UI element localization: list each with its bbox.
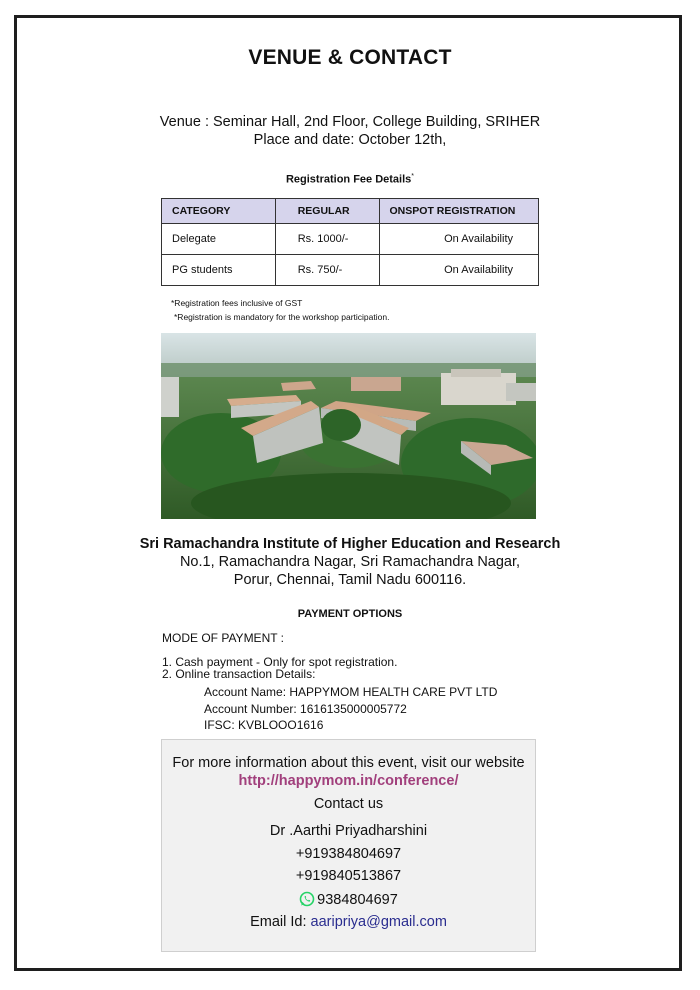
whatsapp-icon [299,891,315,911]
note-mandatory: *Registration is mandatory for the workshop participation. [174,312,390,322]
contact-person: Dr .Aarthi Priyadharshini [269,823,428,839]
organization-info [0,535,700,589]
info-text: For more information about this event, visit our website [172,755,525,771]
table-cell: PG students [162,255,276,286]
column-header: REGULAR [275,199,379,224]
account-number: Account Number: 1616135000005772 [204,701,407,716]
table-row [162,255,539,286]
address-line-1: No.1, Ramachandra Nagar, Sri Ramachandra Nagar, [179,554,521,570]
registration-heading-text: Registration Fee Details [285,173,412,186]
table-cell: Delegate [162,224,276,255]
fee-table [161,198,539,286]
table-cell: On Availability [379,224,538,255]
email-label: Email Id: [250,914,311,930]
campus-aerial-photo [161,333,536,519]
whatsapp-number: 9384804697 [317,892,398,908]
fee-table-header [162,199,539,224]
phone-number: +919840513867 [295,868,402,884]
venue-info [0,113,700,149]
table-cell: Rs. 750/- [275,255,379,286]
list-item: 2. Online transaction Details: [162,667,316,681]
registration-heading [0,173,700,186]
page-title: VENUE & CONTACT [248,46,452,69]
registration-notes [171,296,389,324]
contact-info-box [161,739,536,952]
account-name: Account Name: HAPPYMOM HEALTH CARE PVT LTD [204,685,498,699]
registration-heading-mark: * [411,173,415,180]
address-line-2: Porur, Chennai, Tamil Nadu 600116. [233,572,467,588]
table-cell: On Availability [379,255,538,286]
whatsapp-line [162,891,535,911]
email-link[interactable]: aaripriya@gmail.com [310,914,447,930]
column-header: ONSPOT REGISTRATION [379,199,538,224]
payment-mode-label: MODE OF PAYMENT : [162,631,285,645]
phone-number: +919384804697 [295,846,402,862]
contact-label: Contact us [313,796,384,812]
email-line [162,914,535,930]
account-details [204,684,497,734]
venue-line: Venue : Seminar Hall, 2nd Floor, College Building, SRIHER [159,114,541,130]
date-line: Place and date: October 12th, [253,132,447,148]
website-link[interactable]: http://happymom.in/conference/ [238,773,459,789]
payment-heading: PAYMENT OPTIONS [297,608,403,620]
column-header: CATEGORY [162,199,276,224]
note-gst: *Registration fees inclusive of GST [171,298,303,308]
organization-name: Sri Ramachandra Institute of Higher Education and Research [139,536,561,552]
table-row [162,224,539,255]
payment-options-list [162,656,397,680]
table-cell: Rs. 1000/- [275,224,379,255]
list-item: 1. Cash payment - Only for spot registration. [162,655,398,669]
ifsc-code: IFSC: KVBLOOO1616 [204,718,324,732]
